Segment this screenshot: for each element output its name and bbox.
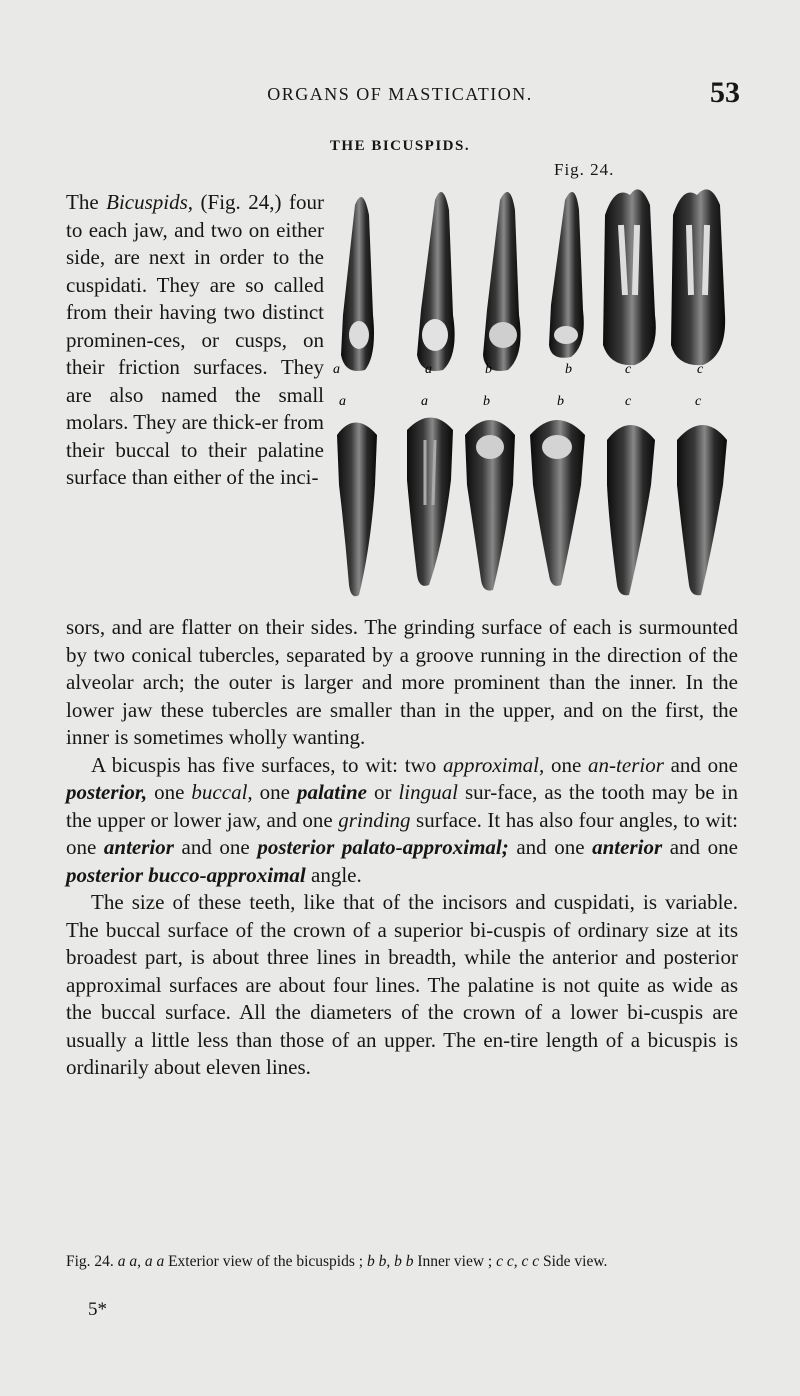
tooth-upper-6 [671, 189, 725, 365]
svg-text:a: a [425, 362, 432, 377]
paragraph-size: The size of these teeth, like that of the incisors and cuspidati, is variable. The buccal surface of the crown of a superior bi-cuspis of ordinary size at its broadest part, is about three lines in breadth, while the anterior and posterior approximal surfaces are about four lines. The palatine is not quite as wide as the buccal surface. All the diameters of the crown of a lower bi-cuspis are usually a little less than those of an upper. The en-tire length of a bicuspis is ordinarily about eleven lines. [66, 890, 738, 1079]
tooth-lower-6 [677, 425, 727, 595]
body-text [66, 614, 738, 1082]
section-title: THE BICUSPIDS. [329, 138, 471, 154]
running-title: ORGANS OF MASTICATION. [267, 84, 533, 104]
svg-text:a: a [333, 362, 340, 377]
intro-paragraph: The Bicuspids, (Fig. 24,) four to each jaw, and two on either side, are next in order to the cuspidati. They are so called from their having two distinct prominen-ces, or cusps, on their friction surfaces. They are also named the small molars. They are thick-er from their buccal to their palatine surface than either of the inci- [66, 190, 324, 489]
svg-text:c: c [625, 362, 632, 377]
tooth-lower-1 [337, 423, 377, 597]
svg-text:c: c [697, 362, 704, 377]
tooth-lower-5 [607, 425, 655, 595]
upper-labels [333, 362, 704, 377]
svg-text:a: a [339, 394, 346, 409]
signature-mark: 5* [88, 1299, 107, 1320]
svg-text:c: c [625, 394, 632, 409]
upper-teeth-row [341, 189, 725, 371]
svg-text:b: b [565, 362, 572, 377]
figure-label: Fig. 24. [554, 160, 615, 179]
svg-text:b: b [485, 362, 492, 377]
lower-teeth-row [337, 418, 727, 597]
paragraph-continuation: sors, and are flatter on their sides. The grinding surface of each is surmounted by two conical tubercles, separated by a groove running in the direction of the alveolar arch; the outer is larger and more prominent than the inner. In the lower jaw these tubercles are smaller than in the upper, and on the first, the inner is sometimes wholly wanting. [66, 615, 738, 749]
lower-labels [339, 394, 702, 409]
svg-text:b: b [557, 394, 564, 409]
page-header [60, 76, 740, 116]
page-number: 53 [710, 76, 740, 109]
svg-text:c: c [695, 394, 702, 409]
tooth-upper-5 [603, 189, 656, 365]
svg-text:a: a [421, 394, 428, 409]
paragraph-surfaces: A bicuspis has five surfaces, to wit: two approximal, one an-terior and one posterior, one buccal, one palatine or lingual sur-face, as the tooth may be in the upper or lower jaw, and one grinding surface. It has also four angles, to wit: one anterior and one posterior palato-approximal; and one anterior and one posterior bucco-approximal angle. [66, 752, 738, 887]
bicuspid-teeth-figure [325, 185, 735, 605]
figure-caption: Fig. 24. a a, a a Exterior view of the bicuspids ; b b, b b Inner view ; c c, c c Side view. [66, 1253, 608, 1270]
svg-text:b: b [483, 394, 490, 409]
tooth-lower-2 [407, 418, 453, 586]
